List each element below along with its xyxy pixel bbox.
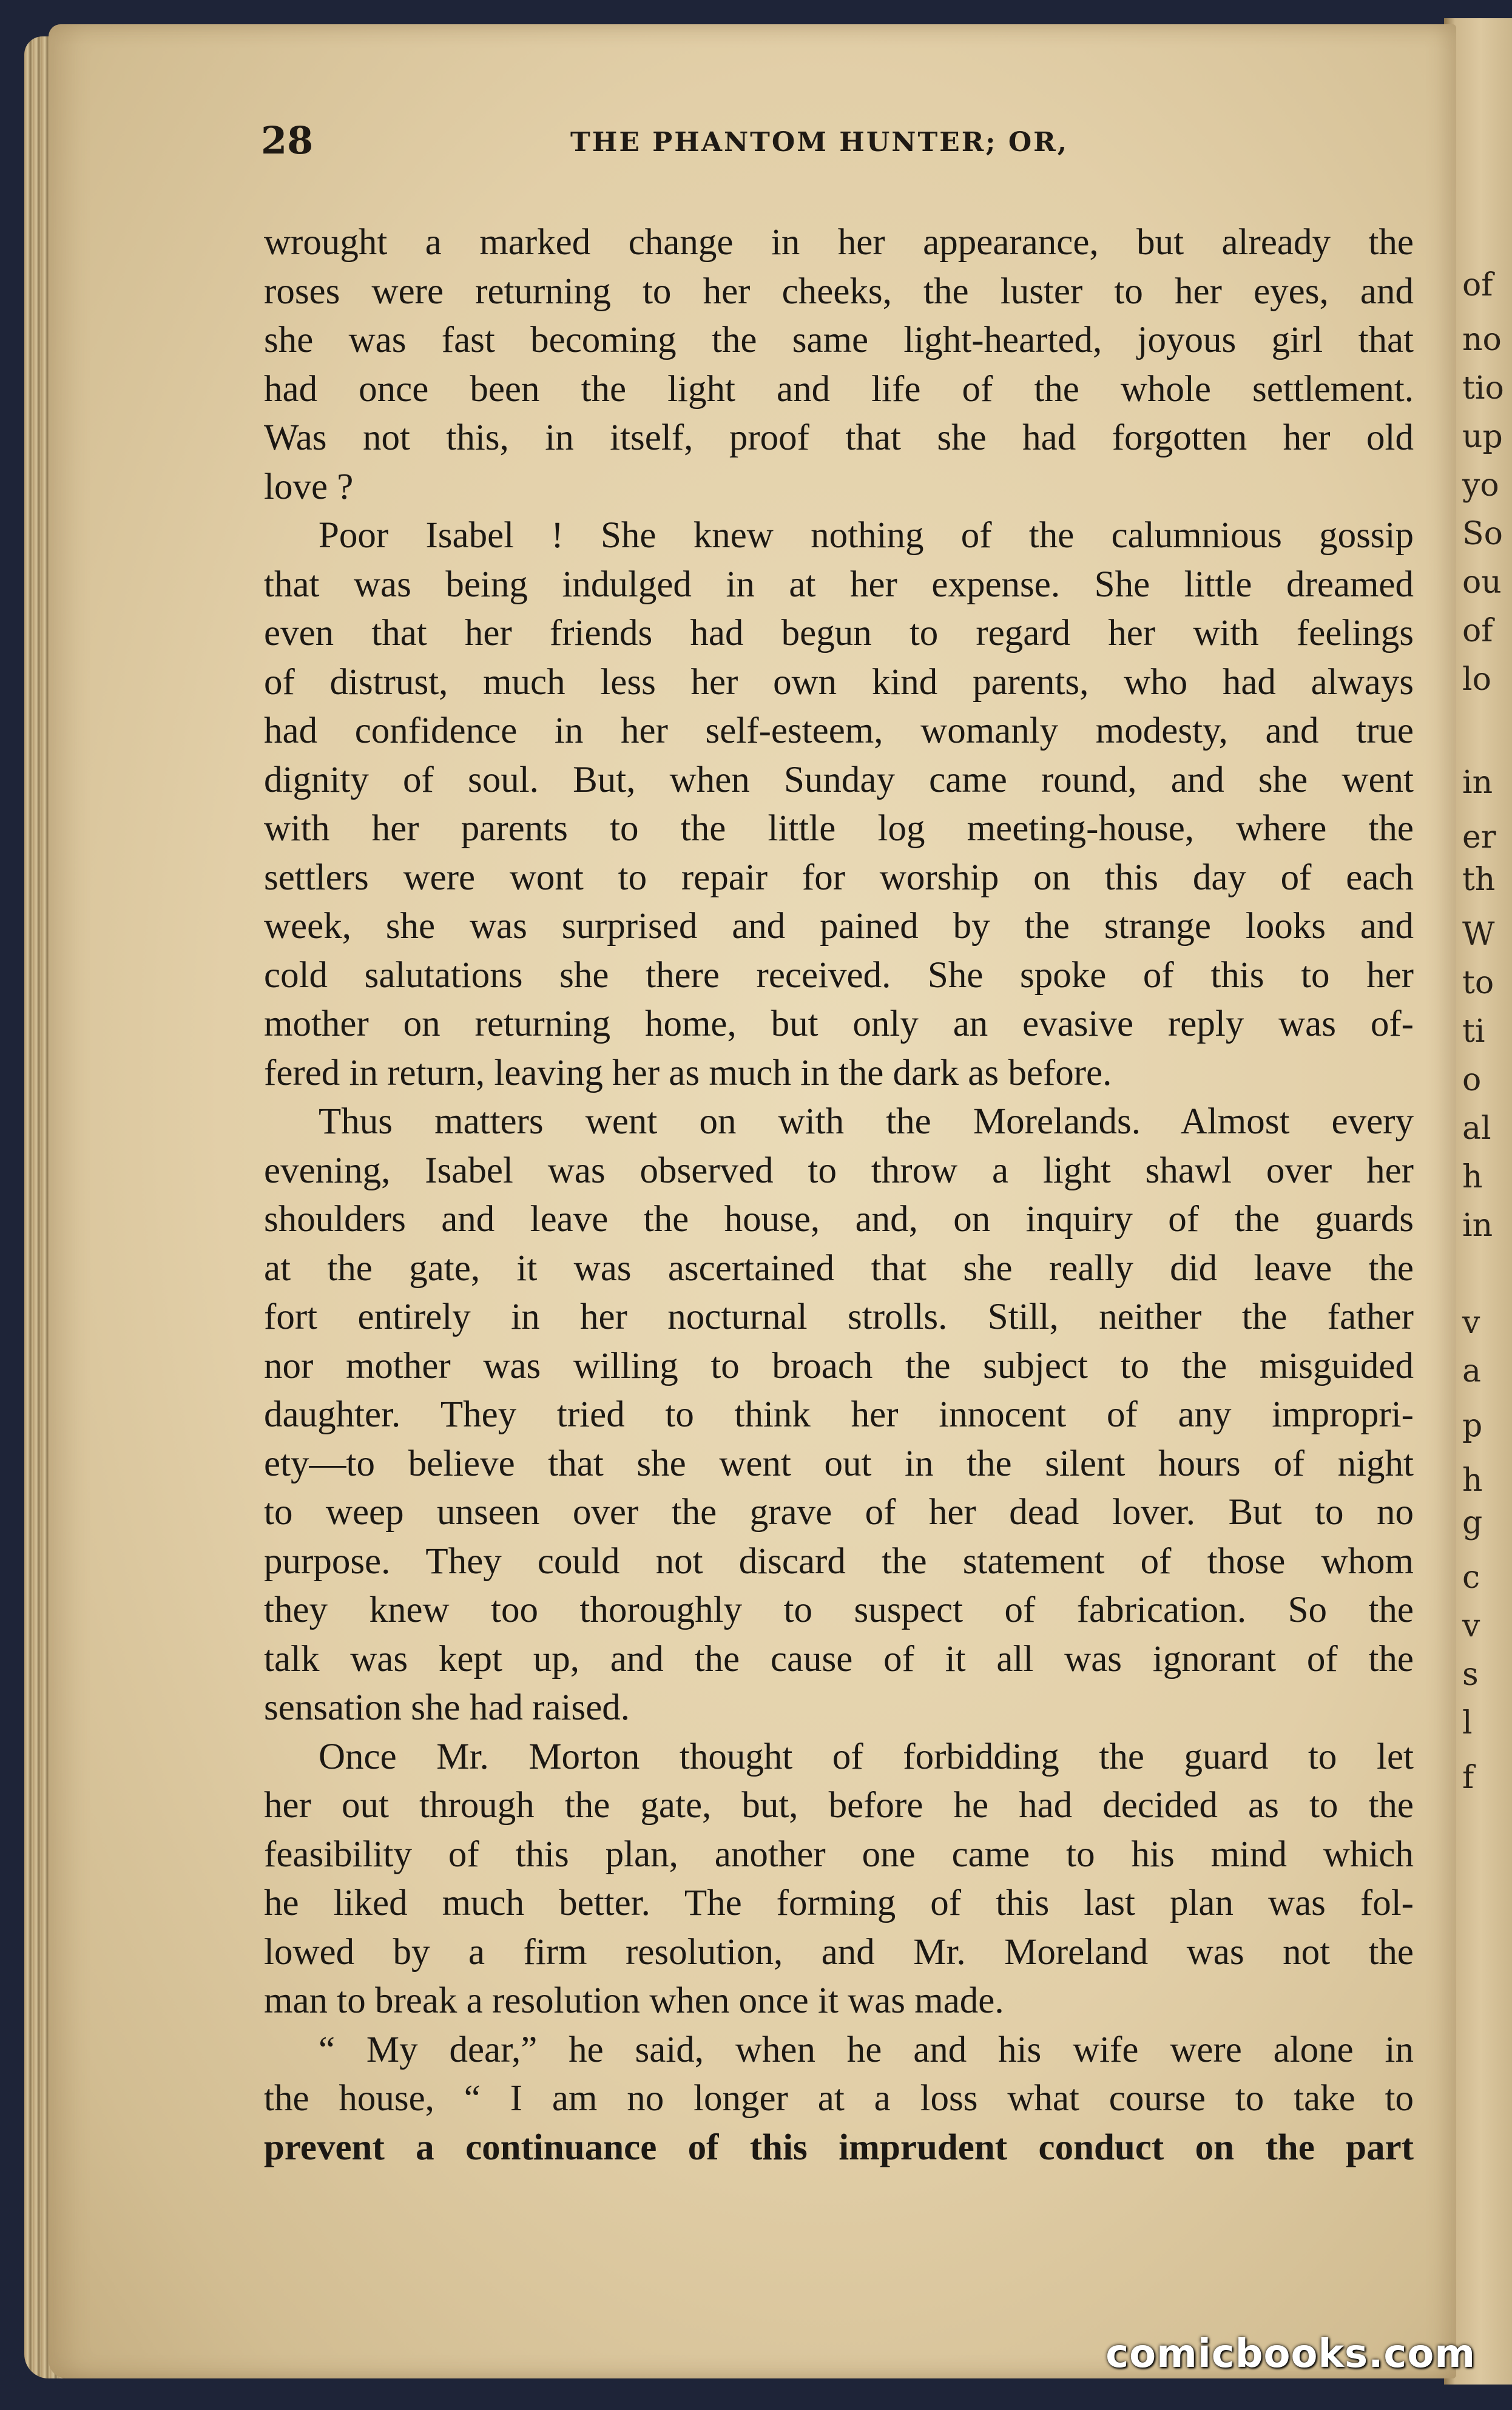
next-page-fragment: ou xyxy=(1462,564,1502,601)
next-page-fragment: p xyxy=(1462,1408,1483,1444)
next-page-fragment: lo xyxy=(1462,661,1491,698)
text-line: with her parents to the little log meeting-house, where the xyxy=(264,808,1414,849)
next-page-fragment: of xyxy=(1462,613,1493,649)
next-page-fragment: W xyxy=(1462,916,1495,953)
next-page-fragment: no xyxy=(1462,322,1502,358)
next-page-fragment: al xyxy=(1462,1110,1491,1147)
next-page-fragment: up xyxy=(1462,419,1503,455)
text-line: daughter. They tried to think her innocent of any impropri- xyxy=(264,1394,1414,1435)
next-page-fragment: So xyxy=(1462,516,1503,552)
next-page-fragment: of xyxy=(1462,267,1493,303)
next-page-fragment: a xyxy=(1462,1353,1482,1389)
running-head xyxy=(261,118,1414,173)
text-line: the house, “ I am no longer at a loss what course to take to xyxy=(264,2078,1414,2119)
text-line: to weep unseen over the grave of her dead lover. But to no xyxy=(264,1492,1414,1533)
next-page-fragment: v xyxy=(1462,1608,1480,1644)
next-page-fragment: to xyxy=(1462,965,1494,1001)
text-line: Poor Isabel ! She knew nothing of the calumnious gossip xyxy=(319,515,1414,556)
text-line: that was being indulged in at her expense. She little dreamed xyxy=(264,564,1414,605)
next-page-fragment: yo xyxy=(1462,467,1499,504)
body-text xyxy=(264,218,1414,2172)
text-line: sensation she had raised. xyxy=(264,1687,630,1728)
text-line: Thus matters went on with the Morelands. Almost every xyxy=(319,1101,1414,1142)
text-line: even that her friends had begun to regard her with feelings xyxy=(264,613,1414,653)
text-line: of distrust, much less her own kind parents, who had always xyxy=(264,661,1414,703)
text-line: lowed by a firm resolution, and Mr. Moreland was not the xyxy=(264,1931,1414,1973)
page-number: 28 xyxy=(261,118,314,163)
text-line: she was fast becoming the same light-hearted, joyous girl that xyxy=(264,320,1414,360)
text-line: cold salutations she there received. She spoke of this to her xyxy=(264,954,1414,996)
text-line: shoulders and leave the house, and, on inquiry of the guards xyxy=(264,1199,1414,1240)
text-line: evening, Isabel was observed to throw a light shawl over her xyxy=(264,1150,1414,1191)
running-title: THE PHANTOM HUNTER; OR, xyxy=(570,127,1069,158)
next-page-fragment: o xyxy=(1462,1062,1482,1098)
text-line: mother on returning home, but only an evasive reply was of- xyxy=(264,1004,1414,1044)
next-page-fragment: in xyxy=(1462,1207,1493,1244)
next-page-fragment: er xyxy=(1462,819,1496,856)
text-line: prevent a continuance of this imprudent conduct on the part xyxy=(264,2127,1414,2168)
site-watermark: comicbooks.com xyxy=(1105,2332,1476,2377)
text-line: nor mother was willing to broach the subject to the misguided xyxy=(264,1345,1414,1386)
text-line: they knew too thoroughly to suspect of fabrication. So the xyxy=(264,1590,1414,1630)
next-page-fragment: v xyxy=(1462,1305,1480,1341)
text-line: he liked much better. The forming of this last plan was fol- xyxy=(264,1883,1414,1923)
next-page-fragment: h xyxy=(1462,1159,1483,1195)
text-line: Once Mr. Morton thought of forbidding the guard to let xyxy=(319,1736,1414,1777)
next-page-fragment: l xyxy=(1462,1705,1473,1741)
text-line: wrought a marked change in her appearance, but already the xyxy=(264,222,1414,263)
text-line: ety—to believe that she went out in the silent hours of night xyxy=(264,1443,1414,1484)
next-page-fragment: s xyxy=(1462,1656,1479,1693)
text-line: “ My dear,” he said, when he and his wife were alone in xyxy=(319,2029,1414,2070)
text-line: purpose. They could not discard the statement of those whom xyxy=(264,1541,1414,1582)
text-line: man to break a resolution when once it was made. xyxy=(264,1980,1004,2021)
text-line: talk was kept up, and the cause of it all was ignorant of the xyxy=(264,1638,1414,1679)
text-line: fered in return, leaving her as much in the dark as before. xyxy=(264,1052,1112,1093)
next-page-fragment: g xyxy=(1462,1505,1483,1541)
next-page-fragment: c xyxy=(1462,1559,1480,1596)
text-line: love ? xyxy=(264,466,354,507)
text-line: her out through the gate, but, before he had decided as to the xyxy=(264,1785,1414,1826)
text-line: dignity of soul. But, when Sunday came round, and she went xyxy=(264,759,1414,800)
text-line: fort entirely in her nocturnal strolls. Still, neither the father xyxy=(264,1297,1414,1337)
next-page-fragment: tio xyxy=(1462,370,1504,407)
text-line: settlers were wont to repair for worship on this day of each xyxy=(264,857,1414,898)
next-page-fragment: ti xyxy=(1462,1013,1485,1050)
text-line: week, she was surprised and pained by the strange looks and xyxy=(264,906,1414,947)
text-line: Was not this, in itself, proof that she had forgotten her old xyxy=(264,417,1414,458)
text-line: had confidence in her self-esteem, womanly modesty, and true xyxy=(264,711,1414,751)
next-page-fragment: h xyxy=(1462,1462,1483,1499)
text-line: had once been the light and life of the whole settlement. xyxy=(264,368,1414,410)
next-page-fragment: f xyxy=(1462,1760,1474,1796)
text-line: feasibility of this plan, another one came to his mind which xyxy=(264,1834,1414,1875)
text-line: at the gate, it was ascertained that she really did leave the xyxy=(264,1247,1414,1289)
next-page-fragment: th xyxy=(1462,862,1496,898)
text-line: roses were returning to her cheeks, the luster to her eyes, and xyxy=(264,271,1414,312)
next-page-fragment: in xyxy=(1462,765,1493,801)
